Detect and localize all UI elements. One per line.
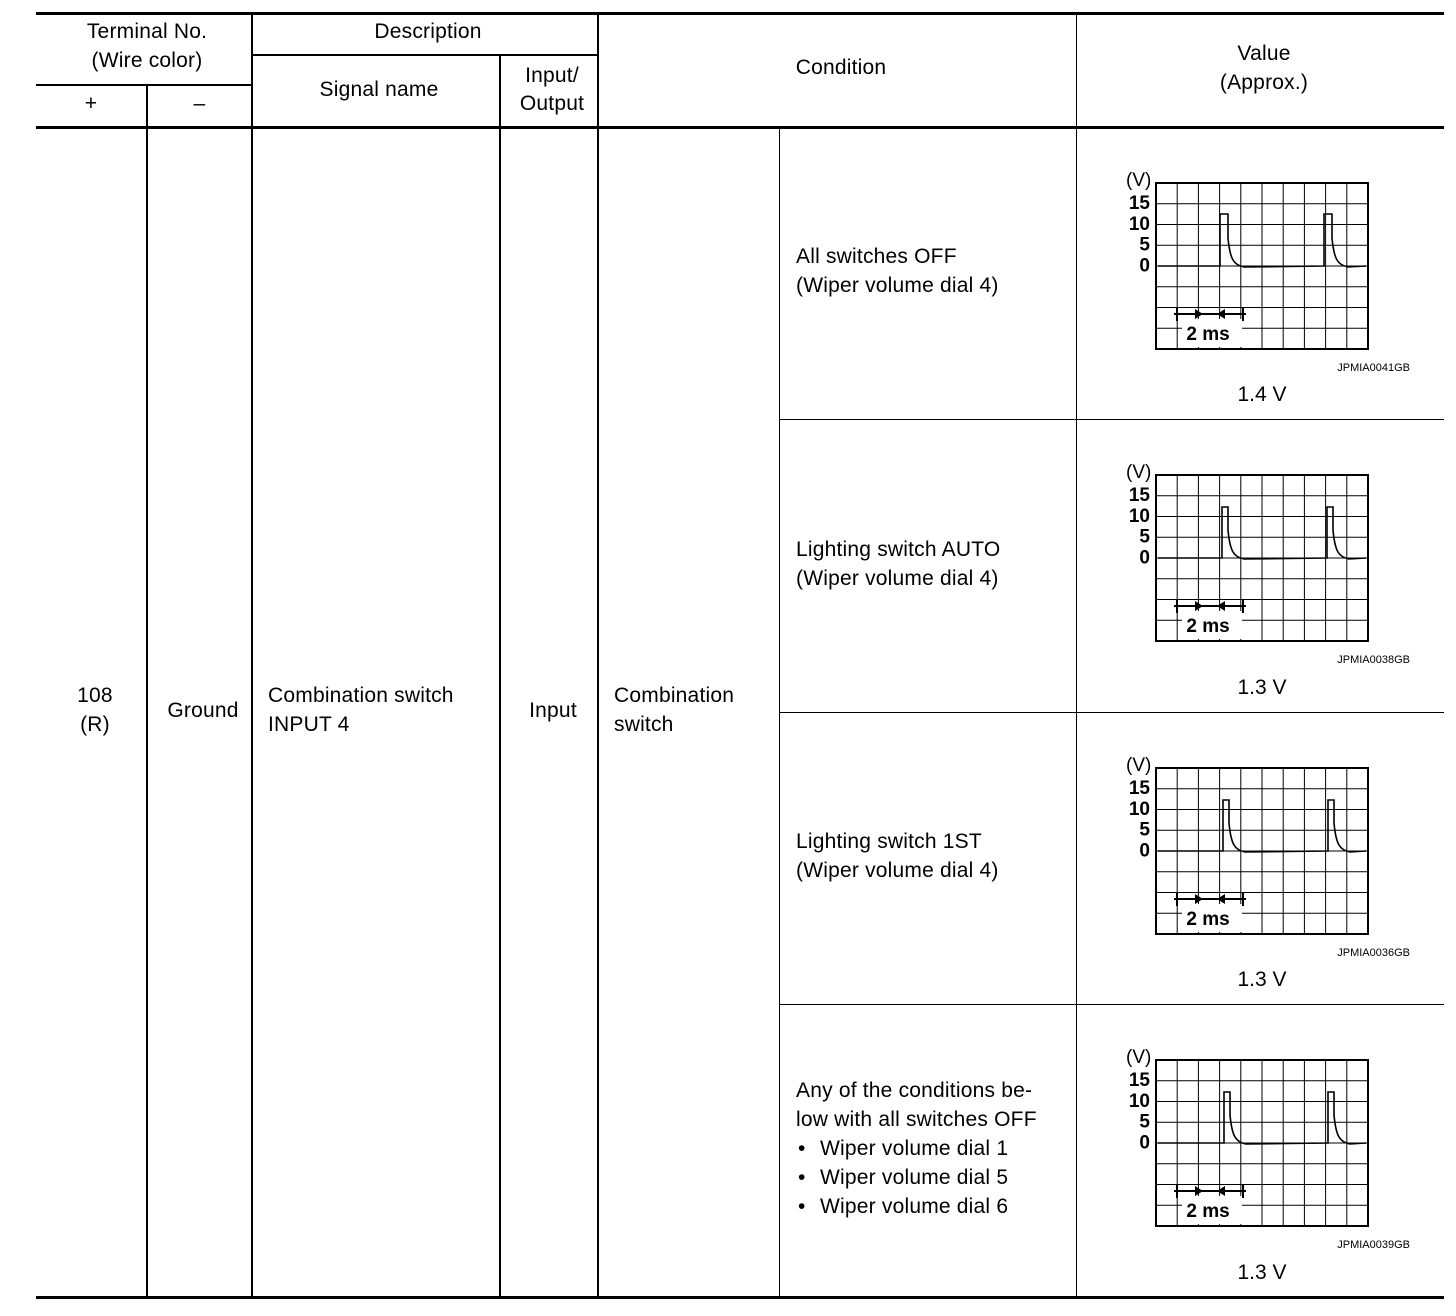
- header-minus: –: [193, 92, 206, 115]
- waveform-figure: [1100, 753, 1440, 973]
- axis-tick-label: 15: [1128, 193, 1150, 214]
- axis-unit-label: (V): [1126, 1047, 1152, 1068]
- waveform-figure: [1100, 460, 1440, 680]
- axis-tick-label: 10: [1128, 798, 1150, 820]
- axis-tick-label: 5: [1139, 526, 1150, 548]
- input-output-value: Input: [529, 699, 577, 722]
- condition-bullet: • Wiper volume dial 1: [796, 1134, 1037, 1163]
- condition-group-line2: switch: [614, 713, 674, 736]
- figure-id: JPMIA0039GB: [1337, 1239, 1410, 1251]
- signal-name-line2: INPUT 4: [268, 713, 350, 736]
- waveform-figure: [1100, 168, 1440, 388]
- axis-tick-label: 0: [1139, 547, 1150, 569]
- col-line-condition: [779, 128, 780, 1297]
- condition-3: [796, 827, 999, 885]
- condition-line: Any of the conditions be-: [796, 1079, 1033, 1102]
- value-reading: 1.3 V: [1237, 676, 1287, 699]
- condition-line: Lighting switch AUTO: [796, 538, 1001, 561]
- axis-tick-label: 0: [1139, 840, 1150, 862]
- figure-id: JPMIA0038GB: [1337, 654, 1410, 666]
- condition-bullet: • Wiper volume dial 5: [796, 1163, 1037, 1192]
- arrow-left-icon: [1217, 894, 1225, 904]
- condition-line: low with all switches OFF: [796, 1108, 1037, 1131]
- condition-line: (Wiper volume dial 4): [796, 567, 999, 590]
- figure-id: JPMIA0036GB: [1337, 947, 1410, 959]
- header-wire-color: (Wire color): [91, 49, 203, 72]
- table-top-rule: [36, 12, 1444, 15]
- header-condition: Condition: [795, 56, 887, 79]
- header-terminal-no: Terminal No.: [86, 20, 208, 43]
- arrow-right-icon: [1195, 309, 1203, 319]
- waveform-figure: [1100, 1045, 1440, 1265]
- axis-tick-label: 5: [1139, 1111, 1150, 1133]
- condition-line: (Wiper volume dial 4): [796, 274, 999, 297]
- axis-tick-label: 10: [1128, 213, 1150, 235]
- condition-group-line1: Combination: [614, 684, 735, 707]
- arrow-left-icon: [1217, 601, 1225, 611]
- col-line-signal: [499, 55, 501, 1297]
- signal-name-line1: Combination switch: [268, 684, 454, 707]
- header-bottom-rule: [36, 126, 1444, 129]
- axis-tick-label: 10: [1128, 1090, 1150, 1112]
- axis-tick-label: 0: [1139, 1132, 1150, 1154]
- time-scale-label: 2 ms: [1186, 909, 1230, 930]
- axis-unit-label: (V): [1126, 462, 1152, 483]
- header-input: Input/: [525, 64, 579, 87]
- condition-2: [796, 535, 1000, 593]
- time-scale-label: 2 ms: [1186, 1201, 1230, 1222]
- ground-terminal: Ground: [167, 699, 239, 722]
- header-output: Output: [519, 92, 585, 115]
- row-divider-1: [780, 419, 1444, 420]
- arrow-left-icon: [1217, 309, 1225, 319]
- col-line-value: [1076, 14, 1077, 1297]
- axis-tick-label: 15: [1128, 485, 1150, 506]
- axis-unit-label: (V): [1126, 170, 1152, 191]
- terminal-sign-divider: [36, 84, 252, 86]
- arrow-right-icon: [1195, 601, 1203, 611]
- table-bottom-rule: [36, 1296, 1444, 1299]
- row-divider-3: [780, 1004, 1444, 1005]
- axis-tick-label: 10: [1128, 505, 1150, 527]
- axis-tick-label: 15: [1128, 778, 1150, 799]
- col-line-io: [597, 14, 599, 1297]
- condition-line: (Wiper volume dial 4): [796, 859, 999, 882]
- header-approx: (Approx.): [1219, 71, 1309, 94]
- axis-tick-label: 5: [1139, 234, 1150, 256]
- axis-tick-label: 15: [1128, 1070, 1150, 1091]
- value-reading: 1.4 V: [1237, 383, 1287, 406]
- axis-tick-label: 0: [1139, 255, 1150, 277]
- row-divider-2: [780, 712, 1444, 713]
- time-scale-label: 2 ms: [1186, 324, 1230, 345]
- axis-unit-label: (V): [1126, 755, 1152, 776]
- arrow-right-icon: [1195, 894, 1203, 904]
- condition-4: [796, 1076, 1037, 1221]
- description-divider: [252, 54, 598, 56]
- axis-tick-label: 5: [1139, 819, 1150, 841]
- value-reading: 1.3 V: [1237, 968, 1287, 991]
- time-scale-label: 2 ms: [1186, 616, 1230, 637]
- arrow-right-icon: [1195, 1186, 1203, 1196]
- arrow-left-icon: [1217, 1186, 1225, 1196]
- value-reading: 1.3 V: [1237, 1261, 1287, 1284]
- terminal-number: 108: [77, 684, 113, 707]
- header-description: Description: [374, 20, 482, 43]
- condition-line: All switches OFF: [796, 245, 957, 268]
- condition-1: [796, 242, 999, 300]
- condition-bullet: • Wiper volume dial 6: [796, 1192, 1037, 1221]
- col-line-terminal: [251, 14, 253, 1297]
- condition-line: Lighting switch 1ST: [796, 830, 982, 853]
- header-value: Value: [1237, 42, 1291, 65]
- figure-id: JPMIA0041GB: [1337, 362, 1410, 374]
- header-plus: +: [84, 92, 98, 115]
- wire-color: (R): [80, 713, 110, 736]
- header-signal-name: Signal name: [319, 78, 439, 101]
